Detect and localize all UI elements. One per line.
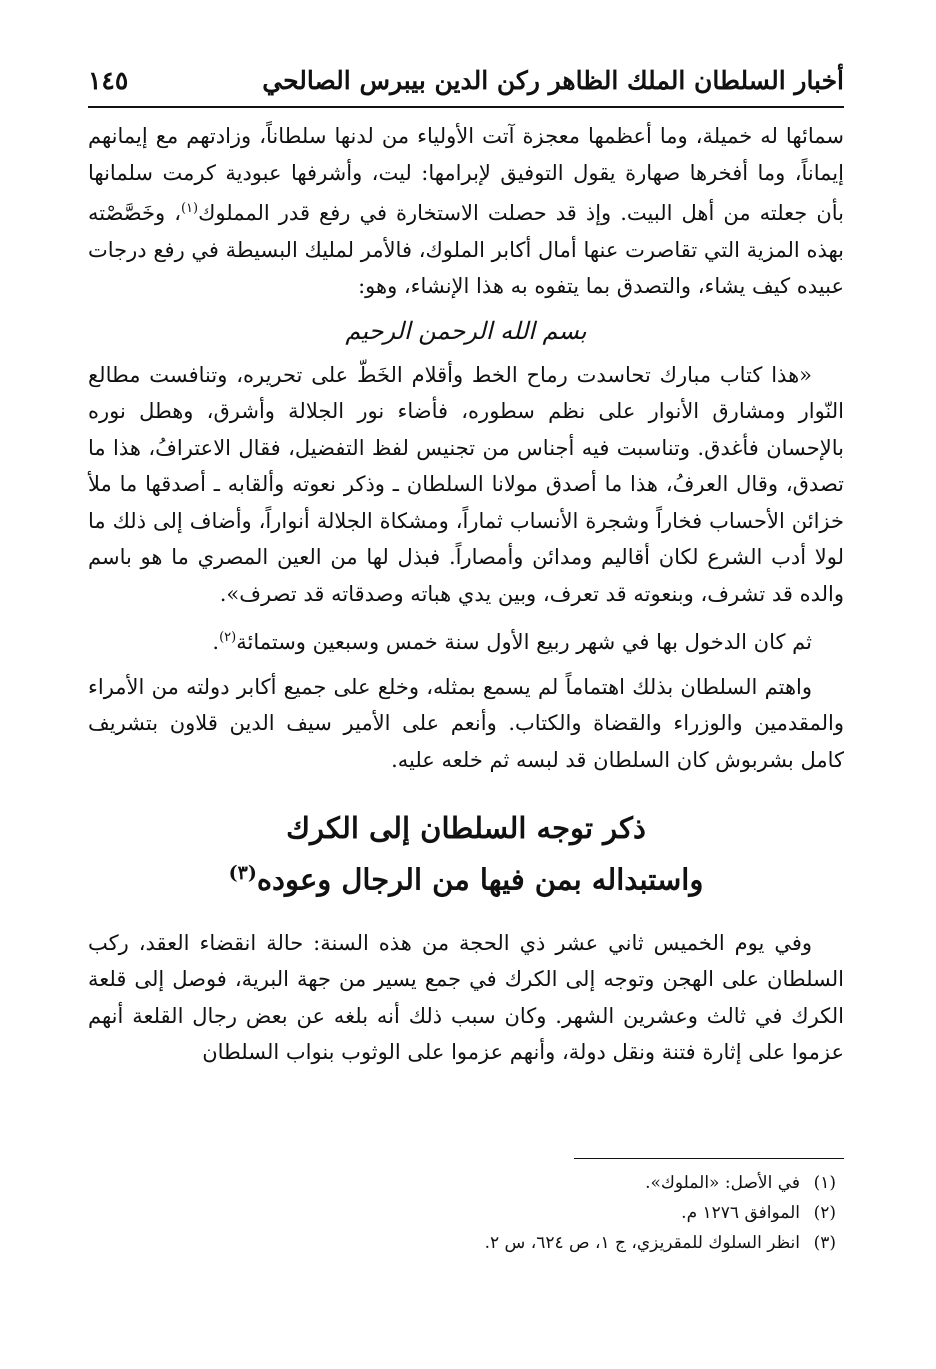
- quoted-document: «هذا كتاب مبارك تحاسدت رماح الخط وأقلام الخَطّ على تحريره، وتنافست مطالع النّوار ومشارق الأنوار على نظم سطوره، فأضاء نور الجلالة وأشرق، وهطل نوره بالإحسان فأغدق. وتناسبت فيه أجناس من تجنيس لفظ التفضيل، فقال الاعترافُ، هذا ما تصدق، وقال العرفُ، هذا ما أصدق مولانا السلطان ـ وذكر نعوته وألقابه ـ أصدقها ما ملأ خزائن الأحساب فخاراً وشجرة الأنساب ثماراً، ومشكاة الجلالة أنواراً، وأضاف إلى ذلك ما لولا أدب الشرع لكان أقاليم ومدائن وأمصاراً. فبذل لها من العين المصري ما هو باسم والده قد تشرف، وبنعوته قد تعرف، وبين يدي هباته وصدقاته قد تصرف».: [88, 362, 844, 606]
- paragraph-2-text: ثم كان الدخول بها في شهر ربيع الأول سنة خمس وسبعين وستمائة: [236, 630, 812, 654]
- footnote-separator: [574, 1158, 844, 1159]
- section-heading-line-2-text: واستبداله بمن فيها من الرجال وعوده: [256, 862, 704, 897]
- section-paragraph: وفي يوم الخميس ثاني عشر ذي الحجة من هذه السنة: حالة انقضاء العقد، ركب السلطان على الهجن وتوجه إلى الكرك في جمع يسير من جهة البرية، فوصل إلى قلعة الكرك في ثالث وعشرين الشهر. وكان سبب ذلك أنه بلغه عن بعض رجال القلعة أنهم عزموا على إثارة فتنة ونقل دولة، وأنهم عزموا على الوثوب بنواب السلطان: [88, 930, 844, 1065]
- basmala-text: بسم الله الرحمن الرحيم: [345, 316, 587, 345]
- footnote-ref-3: (٣): [228, 862, 257, 884]
- footnote-text: في الأصل: «الملوك».: [645, 1173, 800, 1193]
- footnote: [88, 1198, 836, 1228]
- footnote-number: (١): [813, 1173, 836, 1193]
- footnote-ref-1: (١): [180, 201, 199, 216]
- paragraph-3: واهتم السلطان بذلك اهتماماً لم يسمع بمثله، وخلع على جميع أكابر دولته من الأمراء والمقدمين والوزراء والقضاة والكتاب. وأنعم على الأمير سيف الدين قلاون بتشريف كامل بشربوش كان السلطان قد لبسه ثم خلعه عليه.: [88, 674, 844, 772]
- footnotes: [88, 1168, 836, 1258]
- footnote-text: انظر السلوك للمقريزي، ج ١، ص ٦٢٤، س ٢.: [484, 1233, 800, 1253]
- paragraph-2: [88, 620, 844, 661]
- section-heading-line-2: [88, 851, 844, 903]
- main-text: [88, 118, 844, 1071]
- paragraph-2-end: .: [212, 630, 220, 654]
- paragraph-1-text: سمائها له خميلة، وما أعظمها معجزة آتت الأولياء من لدنها سلطاناً، وزادتهم مع إيمانهم إيماناً، وما أفخرها صهارة يقول التوفيق لإبرامها: ليت، وأشرفها عبودية كرمت سلمانها بأن جعلته من أهل البيت. وإذ قد حصلت الاستخارة في رفع قدر المملوك: [88, 124, 844, 225]
- paragraph-1-continuation: ، وخَصَّصْته بهذه المزية التي تقاصرت عنها أمال أكابر الملوك، فالأمر لمليك البسيطة في رفع درجات عبيده كيف يشاء، والتصدق بما يتفوه به هذا الإنشاء، وهو:: [88, 201, 844, 298]
- running-title: أخبار السلطان الملك الظاهر ركن الدين بيبرس الصالحي: [262, 66, 844, 95]
- footnote-number: (٢): [813, 1203, 836, 1223]
- basmala-calligraphy: [88, 311, 844, 351]
- section-heading-line-1: ذكر توجه السلطان إلى الكرك: [286, 811, 646, 845]
- footnote-number: (٣): [813, 1233, 836, 1253]
- section-heading: [88, 806, 844, 903]
- running-header: [88, 58, 844, 108]
- page-number: ١٤٥: [88, 66, 129, 95]
- footnote-ref-2: (٢): [219, 630, 237, 645]
- footnote-text: الموافق ١٢٧٦ م.: [681, 1203, 800, 1223]
- footnote: [88, 1168, 836, 1198]
- footnote: [88, 1228, 836, 1258]
- paragraph-1: [88, 118, 844, 305]
